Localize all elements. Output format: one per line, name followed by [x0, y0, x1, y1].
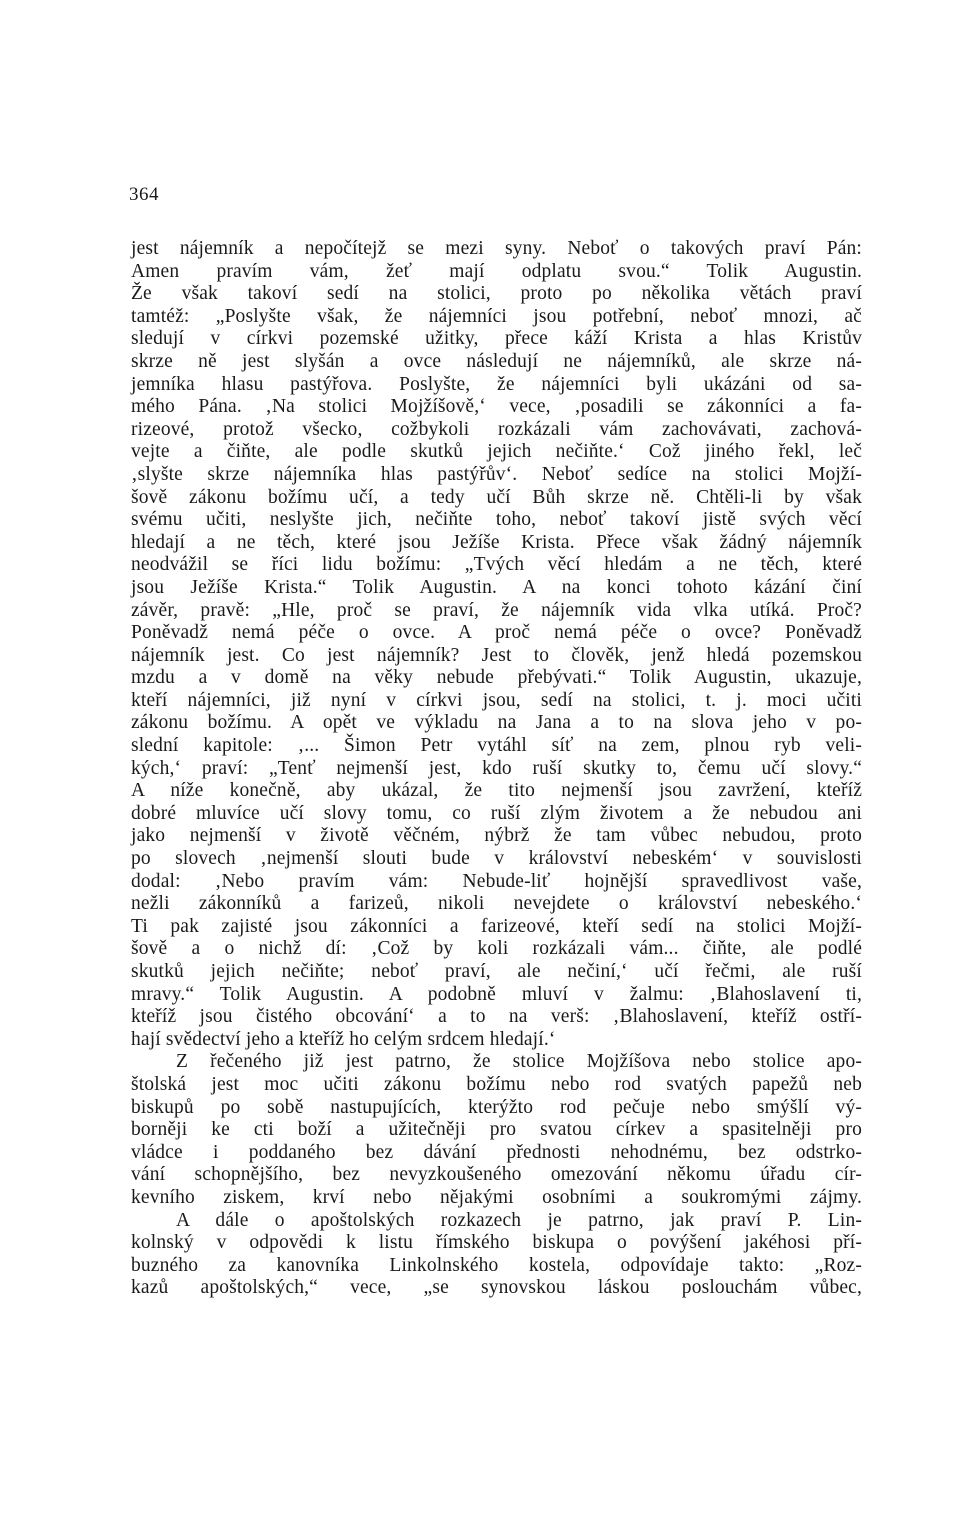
text-line: skutků jejich nečiňte; neboť praví, ale nečiní,‘ učí řečmi, ale ruší: [131, 961, 862, 982]
text-line: svému učiti, neslyšte jich, nečiňte toho, neboť takoví jistě svých věcí: [131, 509, 862, 531]
page-number: 364: [129, 184, 159, 205]
text-line: štolská jest moc učiti zákonu božímu nebo rod svatých papežů neb: [131, 1073, 862, 1095]
text-line: dodal: ‚Nebo pravím vám: Nebude-liť hojnější spravedlivost vaše,: [131, 870, 862, 892]
text-line: neodvážil se říci lidu božímu: „Tvých věcí hledám a ne těch, které: [131, 554, 862, 576]
text-line: kteří nájemníci, již nyní v církvi jsou, sedí na stolici, t. j. moci učiti: [131, 689, 862, 711]
text-line: Z řečeného již jest patrno, že stolice Mojžíšova nebo stolice apo-: [176, 1051, 862, 1073]
text-line: mého Pána. ‚Na stolici Mojžíšově,‘ vece, ‚posadili se zákonníci a fa-: [131, 396, 862, 418]
text-line: biskupů po sobě nastupujících, kterýžto rod pečuje nebo smýšlí vý-: [131, 1096, 862, 1118]
text-line: vejte a čiňte, ale podle skutků jejich nečiňte.‘ Což jiného řekl, leč: [131, 441, 862, 463]
text-line: sledují v církvi pozemské užitky, přece káží Krista a hlas Kristův: [131, 328, 862, 350]
text-line: mravy.“ Tolik Augustin. A podobně mluví v žalmu: ‚Blahoslavení ti,: [131, 983, 862, 1005]
text-line: slední kapitole: ‚... Šimon Petr vytáhl síť na zem, plnou ryb veli-: [131, 735, 862, 757]
text-line: po slovech ‚nejmenší slouti bude v království nebeském‘ v souvislosti: [131, 848, 862, 870]
text-line: nežli zákonníků a farizeů, nikoli nevejdete o království nebeského.‘: [131, 893, 862, 915]
text-line: zákonu božímu. A opět ve výkladu na Jana a to na slova jeho v po-: [131, 712, 862, 734]
text-line: vládce i poddaného bez dávání přednosti nehodnému, bez odstrko-: [131, 1141, 862, 1163]
text-line: Že však takoví sedí na stolici, proto po několika větách praví: [131, 283, 862, 305]
text-line: Ti pak zajisté jsou zákonníci a farizeové, kteří sedí na stolici Mojží-: [131, 915, 862, 937]
text-line: ‚slyšte skrze nájemníka hlas pastýřův‘. Neboť sedíce na stolici Mojží-: [131, 463, 862, 485]
text-line: kolnský v odpovědi k listu římského biskupa o povýšení jakéhosi pří-: [131, 1232, 862, 1254]
text-line: borněji ke cti boží a užitečněji pro svatou církev a spasitelněji pro: [131, 1119, 862, 1141]
text-line: A dále o apoštolských rozkazech je patrno, jak praví P. Lin-: [176, 1209, 862, 1231]
text-line: rizeové, protož všecko, cožbykoli rozkázali vám zachovávati, zachová-: [131, 418, 862, 440]
text-line: jsou Ježíše Krista.“ Tolik Augustin. A na konci tohoto kázání činí: [131, 576, 862, 598]
text-line: závěr, pravě: „Hle, proč se praví, že nájemník vida vlka utíká. Proč?: [131, 599, 862, 621]
text-line: dobré mluvíce učí slovy tomu, co ruší zlým životem a že nebudou ani: [131, 802, 862, 824]
text-line: jemníka hlasu pastýřova. Poslyšte, že nájemníci byli ukázáni od sa-: [131, 373, 862, 395]
text-line: Poněvadž nemá péče o ovce. A proč nemá péče o ovce? Poněvadž: [131, 622, 862, 644]
text-line: kevního ziskem, krví nebo nějakými osobními a soukromými zájmy.: [131, 1186, 862, 1208]
text-line: kteříž jsou čistého obcování‘ a to na verš: ‚Blahoslavení, kteříž ostří-: [131, 1006, 862, 1028]
text-line: nájemník jest. Co jest nájemník? Jest to člověk, jenž hledá pozemskou: [131, 644, 862, 666]
body-text: [131, 238, 862, 1300]
text-line: jako nejmenší v životě věčném, nýbrž že tam vůbec nebudou, proto: [131, 825, 862, 847]
text-line: A níže konečně, aby ukázal, že tito nejmenší jsou zavržení, kteříž: [131, 780, 862, 802]
text-line: buzného za kanovníka Linkolnského kostela, odpovídaje takto: „Roz-: [131, 1254, 862, 1276]
text-line: kých,‘ praví: „Tenť nejmenší jest, kdo ruší skutky to, čemu učí slovy.“: [131, 757, 862, 779]
text-line: mzdu a v domě na věky nebude přebývati.“ Tolik Augustin, ukazuje,: [131, 667, 862, 689]
text-line: vání schopnějšího, bez nevyzkoušeného omezování někomu úřadu cír-: [131, 1164, 862, 1186]
text-line: šově zákonu božímu učí, a tedy učí Bůh skrze ně. Chtěli-li by však: [131, 486, 862, 508]
text-line: šově a o nichž dí: ‚Což by koli rozkázali vám... čiňte, ale podlé: [131, 938, 862, 960]
text-line: Amen pravím vám, žeť mají odplatu svou.“ Tolik Augustin.: [131, 260, 862, 282]
text-line: tamtéž: „Poslyšte však, že nájemníci jsou potřební, neboť mnozi, ač: [131, 305, 862, 327]
text-line: jest nájemník a nepočítejž se mezi syny. Neboť o takových praví Pán:: [131, 238, 862, 259]
text-line: hledají a ne těch, které jsou Ježíše Krista. Přece však žádný nájemník: [131, 531, 862, 553]
text-line: skrze ně jest slyšán a ovce následují ne nájemníků, ale skrze ná-: [131, 350, 862, 372]
text-line: hají svědectví jeho a kteříž ho celým srdcem hledají.‘: [131, 1028, 556, 1050]
text-line: kazů apoštolských,“ vece, „se synovskou láskou poslouchám vůbec,: [131, 1277, 862, 1299]
